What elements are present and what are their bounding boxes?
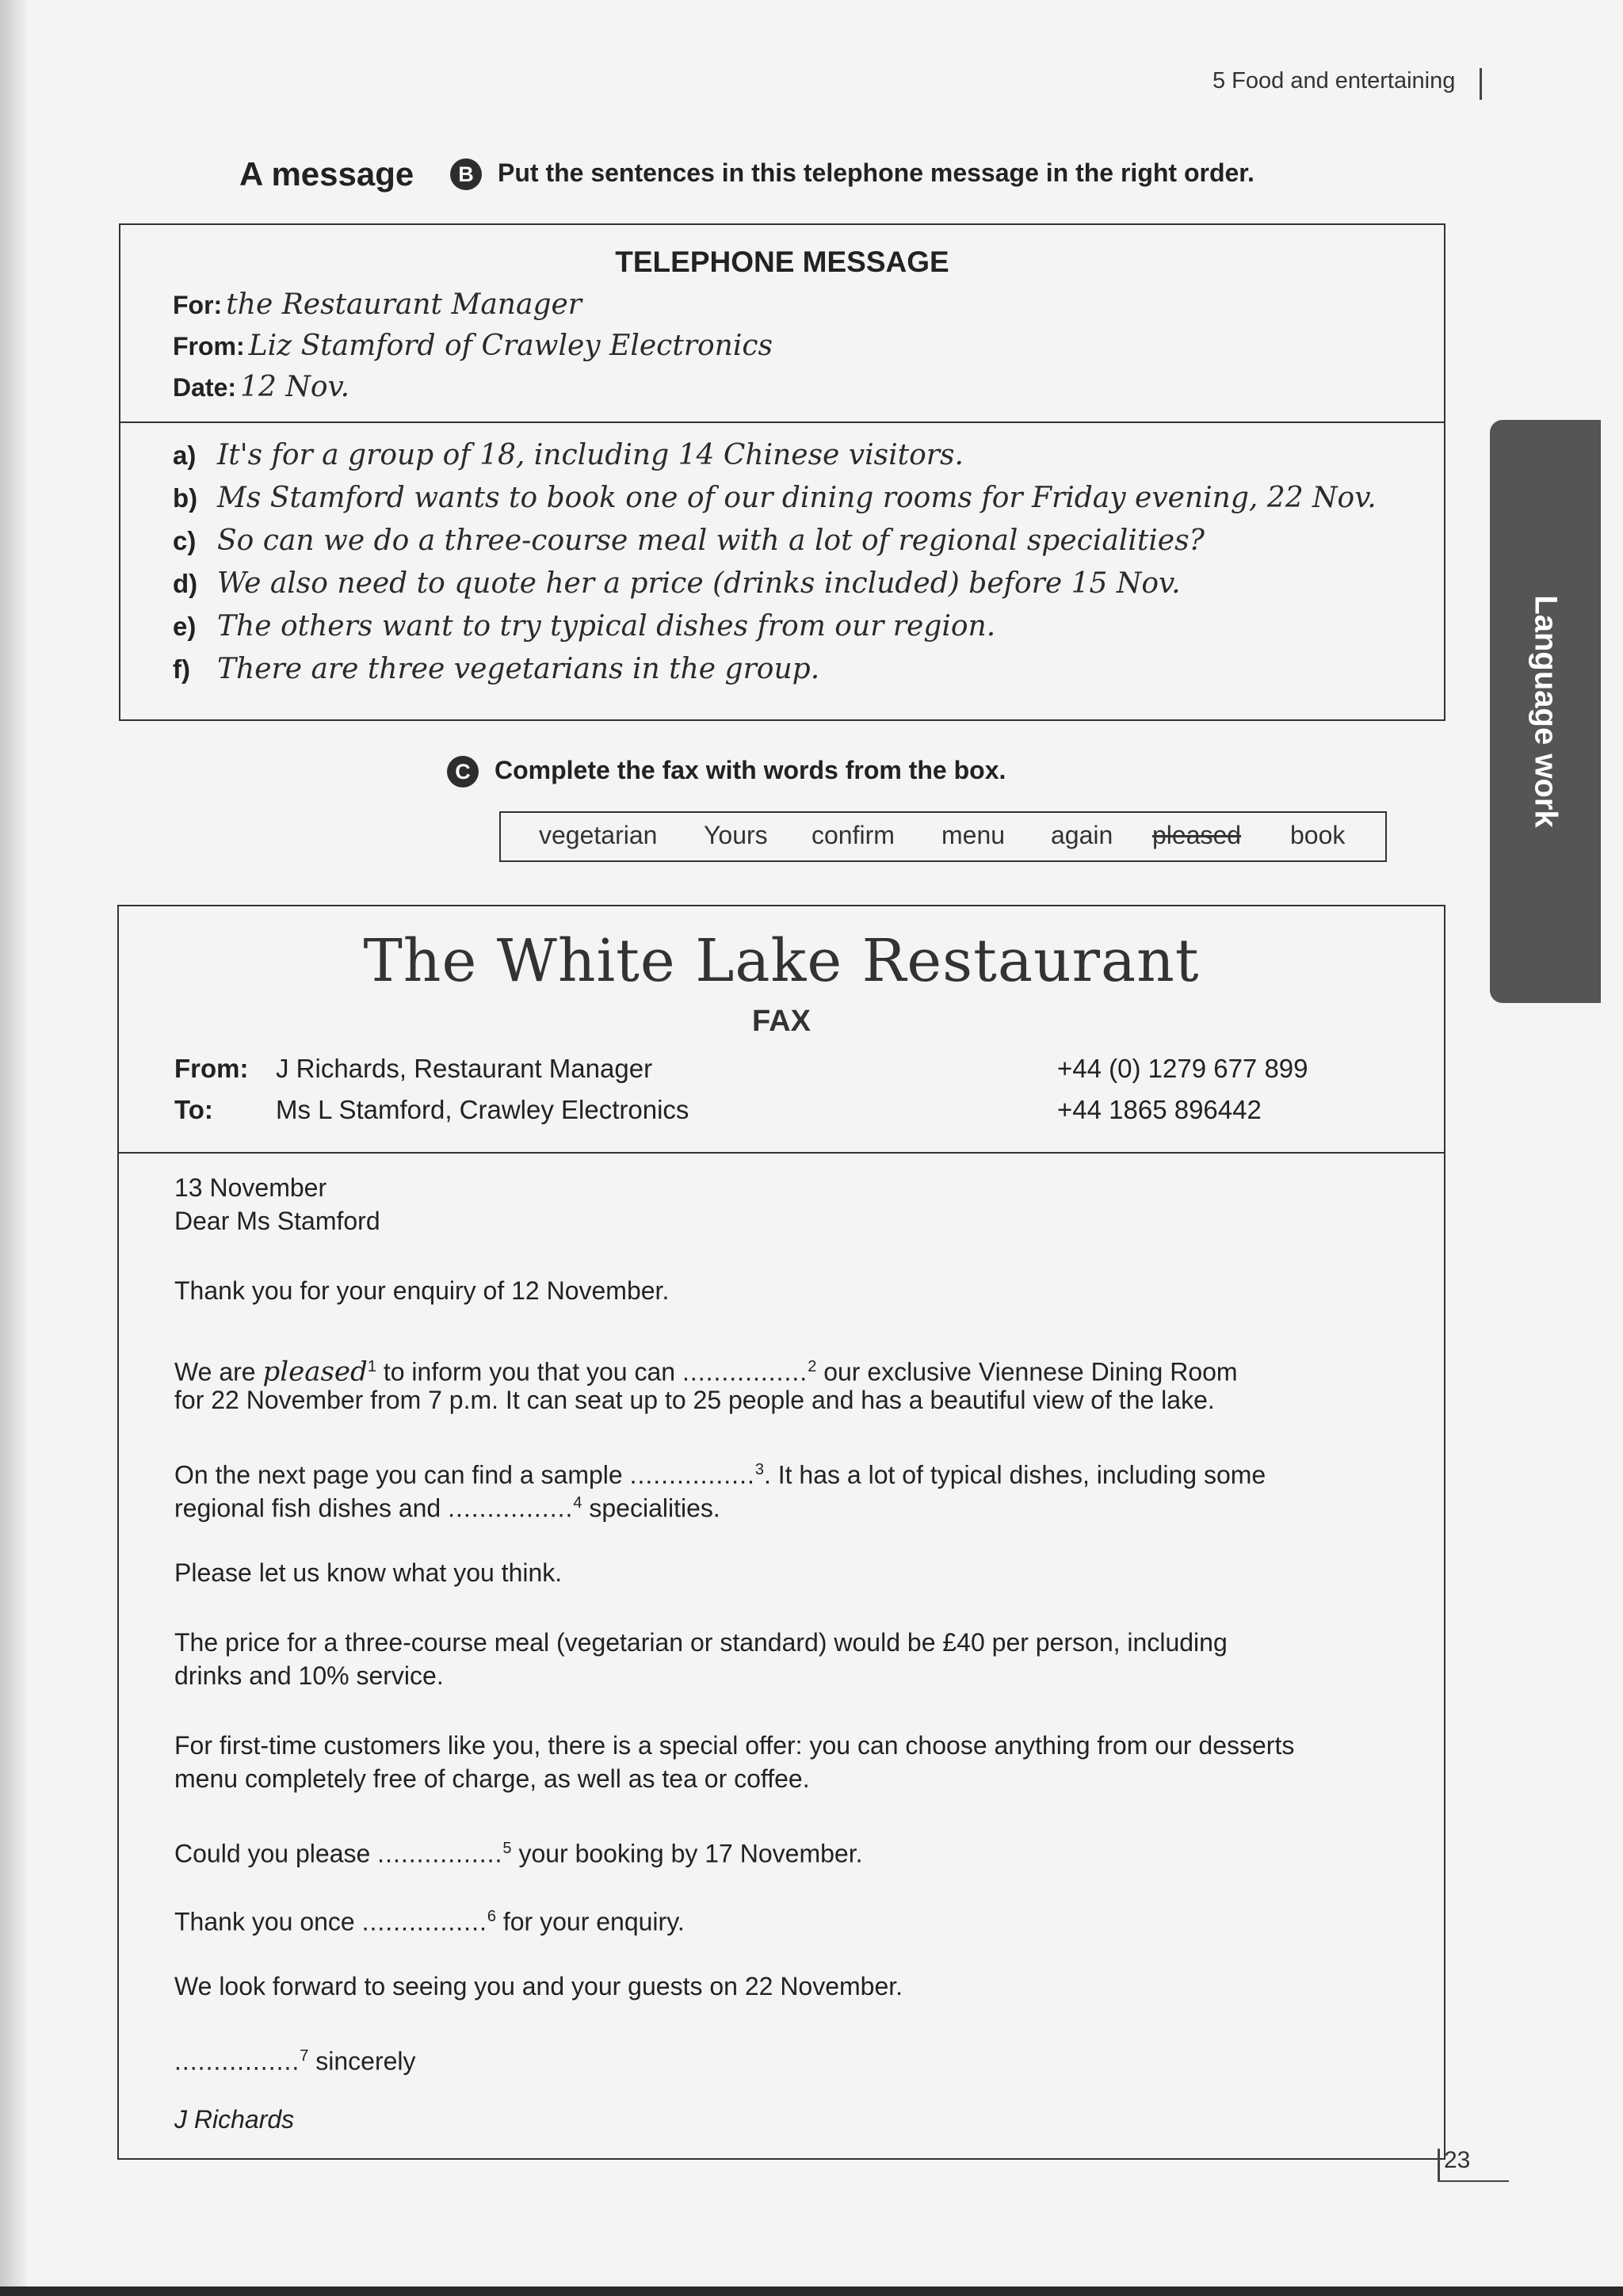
fax-to-label: To: xyxy=(174,1095,213,1124)
message-item-f: f) There are three vegetarians in the group. xyxy=(173,653,820,685)
side-tab-label: Language work xyxy=(1528,595,1564,828)
word-vegetarian: vegetarian xyxy=(539,821,658,849)
fax-paragraph-9: We look forward to seeing you and your guests on 22 November. xyxy=(174,1972,903,2000)
blank-4[interactable]: ................ xyxy=(448,1493,574,1523)
section-title: A message xyxy=(239,155,414,193)
message-divider xyxy=(120,421,1444,423)
fax-paragraph-2-line-1: We are pleased$^1$ to inform you that you can ................$^2$ our exclusive Viennese Dining Room xyxy=(174,1356,1238,1388)
fax-label: FAX xyxy=(752,1005,811,1038)
message-item-b: b) Ms Stamford wants to book one of our dining rooms for Friday evening, 22 Nov. xyxy=(173,482,1377,514)
word-yours: Yours xyxy=(704,821,768,849)
fax-to-value: Ms L Stamford, Crawley Electronics xyxy=(276,1095,689,1124)
page-number: 23 xyxy=(1444,2147,1470,2174)
blank-3[interactable]: ................ xyxy=(629,1460,755,1489)
fax-paragraph-3-line-2: regional fish dishes and ................$^4$ specialities. xyxy=(174,1493,720,1523)
fax-paragraph-5-line-1: The price for a three-course meal (vegetarian or standard) would be £40 per person, including xyxy=(174,1628,1228,1657)
word-pleased-crossed: pleased xyxy=(1152,821,1242,849)
fax-paragraph-7: Could you please ................$^5$ your booking by 17 November. xyxy=(174,1839,863,1868)
message-item-c: c) So can we do a three-course meal with a lot of regional specialities? xyxy=(173,524,1205,557)
exercise-b-badge: B xyxy=(450,158,482,190)
fax-from-value: J Richards, Restaurant Manager xyxy=(276,1054,653,1083)
fax-from-number: +44 (0) 1279 677 899 xyxy=(1057,1054,1308,1083)
fax-salutation: Dear Ms Stamford xyxy=(174,1207,380,1235)
fax-paragraph-5-line-2: drinks and 10% service. xyxy=(174,1661,444,1690)
side-tab xyxy=(1490,420,1601,1003)
telephone-message-box xyxy=(119,223,1445,721)
blank-7[interactable]: ................ xyxy=(174,2046,300,2076)
exercise-b-instruction: Put the sentences in this telephone message in the right order. xyxy=(498,158,1254,187)
exercise-c-badge: C xyxy=(447,756,479,788)
fax-to-number: +44 1865 896442 xyxy=(1057,1095,1262,1124)
exercise-c-instruction: Complete the fax with words from the box. xyxy=(495,756,1006,784)
bottom-edge-bar xyxy=(0,2286,1623,2296)
fax-paragraph-6-line-1: For first-time customers like you, there is a special offer: you can choose anything from our desserts xyxy=(174,1731,1295,1760)
telephone-message-heading: TELEPHONE MESSAGE xyxy=(615,246,949,278)
word-confirm: confirm xyxy=(812,821,895,849)
fax-date: 13 November xyxy=(174,1173,327,1202)
fax-paragraph-8: Thank you once ................$^6$ for your enquiry. xyxy=(174,1907,685,1936)
date-row: Date: 12 Nov. xyxy=(173,371,350,403)
fax-paragraph-3-line-1: On the next page you can find a sample ................$^3$. It has a lot of typical dishes, including some xyxy=(174,1460,1266,1489)
message-item-a: a) It's for a group of 18, including 14 Chinese visitors. xyxy=(173,439,964,471)
message-item-d: d) We also need to quote her a price (drinks included) before 15 Nov. xyxy=(173,567,1181,600)
running-head: 5 Food and entertaining xyxy=(1212,68,1482,101)
for-row: For: the Restaurant Manager xyxy=(173,288,582,321)
fax-header-divider xyxy=(119,1152,1444,1154)
restaurant-name: The White Lake Restaurant xyxy=(363,927,1200,995)
fax-signature: J Richards xyxy=(174,2105,295,2134)
fax-from-label: From: xyxy=(174,1054,249,1083)
blank-6[interactable]: ................ xyxy=(361,1907,487,1936)
from-row: From: Liz Stamford of Crawley Electronics xyxy=(173,330,773,362)
fax-paragraph-1: Thank you for your enquiry of 12 November. xyxy=(174,1276,670,1305)
running-head-bar xyxy=(1480,68,1482,100)
blank-2[interactable]: ................ xyxy=(682,1357,808,1386)
blank-1-filled: pleased xyxy=(262,1356,368,1388)
fax-paragraph-4: Please let us know what you think. xyxy=(174,1558,563,1587)
fax-closing: ................$^7$ sincerely xyxy=(174,2046,416,2076)
blank-5[interactable]: ................ xyxy=(377,1839,503,1868)
fax-paragraph-2-line-2: for 22 November from 7 p.m. It can seat up to 25 people and has a beautiful view of the lake. xyxy=(174,1386,1215,1414)
fax-paragraph-6-line-2: menu completely free of charge, as well as tea or coffee. xyxy=(174,1764,810,1793)
word-book: book xyxy=(1290,821,1346,849)
word-box xyxy=(499,811,1387,862)
fax-box xyxy=(117,905,1445,2160)
word-menu: menu xyxy=(941,821,1006,849)
page-gutter-shadow xyxy=(0,0,27,2296)
message-item-e: e) The others want to try typical dishes from our region. xyxy=(173,610,996,643)
word-again: again xyxy=(1051,821,1113,849)
